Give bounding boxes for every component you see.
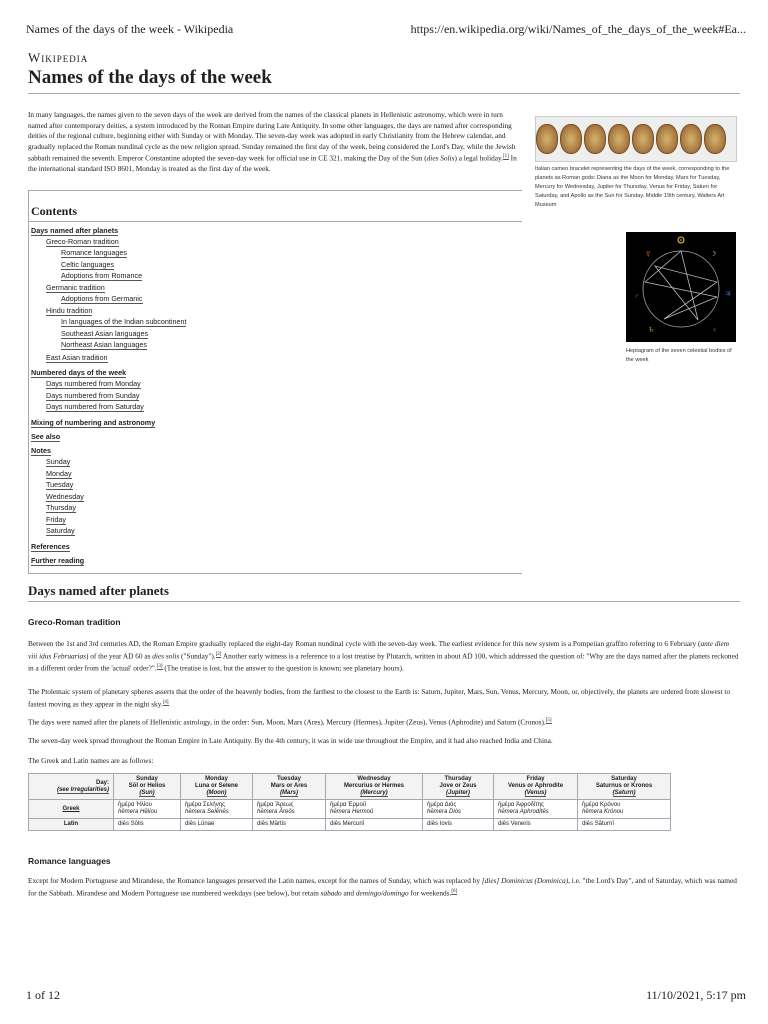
wikipedia-wordmark[interactable]: Wikipedia	[28, 50, 89, 65]
toc-item-label: In languages of the Indian subcontinent	[61, 317, 187, 326]
toc-item-label: Monday	[46, 469, 72, 478]
toc-item[interactable]	[46, 503, 76, 512]
toc-item[interactable]	[61, 317, 186, 326]
greco-roman-paragraph-2: The Ptolemaic system of planetary spheres asserts that the order of the heavenly bodies, from the farthest to the closest to the Earth is: Saturn, Jupiter, Mars, Sun, Venus, Mercury, Moon, or, objectively, the planets are ordered from slowest to fastest moving as they appear in the night sky.[4]	[28, 687, 731, 709]
svg-text:☽: ☽	[710, 250, 717, 258]
toc-item[interactable]	[31, 368, 126, 377]
heptagram-image[interactable]	[626, 232, 736, 342]
table-cell-greek: ἡμέρα Ἄρεως hēmera Áreōs	[253, 800, 326, 819]
bracelet-image[interactable]	[535, 116, 737, 162]
table-cell-greek: ἡμέρα Κρόνου hēmera Krónou	[578, 800, 671, 819]
toc-item[interactable]	[31, 542, 70, 551]
subsection-greco-roman: Greco-Roman tradition	[28, 617, 121, 627]
subsection-romance: Romance languages	[28, 856, 111, 866]
table-header-day-col: Tuesday Mars or Ares (Mars)	[253, 774, 326, 800]
section-heading-planets: Days named after planets	[28, 583, 169, 598]
toc-item-label: Days numbered from Monday	[46, 379, 141, 388]
toc-item[interactable]	[46, 515, 66, 524]
greco-roman-paragraph-4: The seven-day week spread throughout the Roman Empire in Late Antiquity. By the 4th century, it was in wide use throughout the Empire, and it had also reached India and China.	[28, 736, 553, 745]
svg-text:♃: ♃	[725, 290, 732, 298]
toc-item-label: Friday	[46, 515, 66, 524]
figure-heptagram-caption: Heptagram of the seven celestial bodies of the week	[626, 348, 732, 363]
table-label-greek: Greek	[29, 800, 114, 819]
toc-item[interactable]	[61, 340, 147, 349]
print-timestamp: 11/10/2021, 5:17 pm	[646, 988, 746, 1002]
table-cell-latin: diēs Mārtis	[253, 819, 326, 831]
title-divider	[28, 93, 740, 94]
page-count: 1 of 12	[26, 988, 60, 1002]
toc-item[interactable]	[61, 248, 127, 257]
greek-latin-table	[28, 773, 671, 831]
toc-item[interactable]	[46, 457, 70, 466]
figure-bracelet-caption: Italian cameo bracelet representing the days of the week, corresponding to the planets as Roman gods: Diana as the Moon for Monday, Mars for Tuesday, Mercury for Wednesday, Jupiter for Thursday, Venus for Friday, Saturn for Saturday, and Apollo as the Sun for Sunday. Middle 19th century, Walters Art Museum	[535, 166, 730, 208]
toc-item-label: Notes	[31, 446, 51, 455]
table-cell-latin: diēs Sāturnī	[578, 819, 671, 831]
table-header-day-col: Wednesday Mercurius or Hermes (Mercury)	[326, 774, 423, 800]
table-cell-greek: ἡμέρα Ἑρμοῦ hēmera Hermoû	[326, 800, 423, 819]
toc-item-label: Adoptions from Germanic	[61, 294, 143, 303]
toc-item[interactable]	[31, 418, 155, 427]
intro-paragraph: In many languages, the names given to the seven days of the week are derived from the names of the classical planets in Hellenistic astronomy, which were in turn named after contemporary deities, a system introduced by the Roman Empire during Late Antiquity. In some other languages, the days are named after corresponding deities of the regional culture, beginning either with Sunday or with Monday. The seven-day week was adopted in early Christianity from the Hebrew calendar, and gradually replaced the Roman nundinal cycle as the new religion spread. Sunday remained the first day of the week, being considered the Lord's Day, while the Jewish sabbath remained the seventh. Emperor Constantine adopted the seven-day week for official use in CE 321, making the Day of the Sun (dies Solis) a legal holiday.[1] In the international standard ISO 8601, Monday is treated as the first day of the week.	[28, 110, 517, 174]
toc-item[interactable]	[61, 271, 142, 280]
table-cell-latin: diēs Veneris	[494, 819, 578, 831]
svg-text:♀: ♀	[712, 326, 718, 334]
svg-text:☿: ☿	[646, 250, 651, 258]
toc-item[interactable]	[61, 329, 148, 338]
table-header-day-col: Thursday Jove or Zeus (Jupiter)	[423, 774, 494, 800]
table-cell-latin: diēs Iovis	[423, 819, 494, 831]
romance-paragraph: Except for Modern Portuguese and Mirandese, the Romance languages preserved the Latin names, except for the names of Sunday, which was replaced by [dies] Dominicus (Dominica), i.e. "the Lord's Day", and of Saturday, which was named for the Sabbath. Mirandese and Modern Portuguese use numbered weekdays (see below), but retain sábado and demingo/domingo for weekends.[6]	[28, 876, 737, 898]
table-cell-greek: ἡμέρα Ἡλίου hēmera Hēlíou	[114, 800, 181, 819]
table-cell-greek: ἡμέρα Διός hēmera Diós	[423, 800, 494, 819]
print-header	[26, 22, 746, 38]
page-url[interactable]: https://en.wikipedia.org/wiki/Names_of_the_days_of_the_week#Ea...	[410, 22, 746, 36]
table-label-latin: Latin	[29, 819, 114, 831]
toc-item[interactable]	[46, 283, 105, 292]
section-divider	[28, 601, 740, 602]
toc-item[interactable]	[31, 446, 51, 455]
table-cell-latin: diēs Mercuriī	[326, 819, 423, 831]
table-header-day-col: Friday Venus or Aphrodite (Venus)	[494, 774, 578, 800]
toc-item-label: Days numbered from Saturday	[46, 402, 144, 411]
table-header-day-col: Monday Luna or Selene (Moon)	[181, 774, 253, 800]
toc-item-label: Germanic tradition	[46, 283, 105, 292]
toc-item[interactable]	[46, 402, 144, 411]
toc-item-label: Hindu tradition	[46, 306, 93, 315]
toc-item[interactable]	[46, 306, 92, 315]
toc-item-label: Wednesday	[46, 492, 84, 501]
page-title: Names of the days of the week - Wikipedia	[26, 22, 234, 36]
toc-item-label: Days numbered from Sunday	[46, 391, 140, 400]
figure-bracelet	[535, 116, 740, 210]
toc-item[interactable]	[46, 469, 72, 478]
table-cell-greek: ἡμέρα Ἀφροδίτης hēmera Aphrodítēs	[494, 800, 578, 819]
toc-item[interactable]	[61, 294, 143, 303]
toc-item-label: Further reading	[31, 556, 85, 565]
toc-item-label: Saturday	[46, 526, 75, 535]
toc-item[interactable]	[46, 353, 108, 362]
table-cell-latin: diēs Lūnae	[181, 819, 253, 831]
toc-item[interactable]	[46, 480, 73, 489]
toc-item-label: Mixing of numbering and astronomy	[31, 418, 156, 427]
toc-item[interactable]	[46, 526, 75, 535]
toc-item-label: Tuesday	[46, 480, 74, 489]
table-of-contents	[28, 190, 522, 574]
table-cell-latin: diēs Sōlis	[114, 819, 181, 831]
greco-roman-paragraph-1: Between the 1st and 3rd centuries AD, the Roman Empire gradually replaced the eight-day Roman nundinal cycle with the seven-day week. The earliest evidence for this new system is a Pompeiian graffito referring to 6 February (ante diem viii idus Februarias) of the year AD 60 as dies solis ("Sunday").[2] Another early witness is a reference to a lost treatise by Plutarch, written in about AD 100, which addressed the question of: "Why are the days named after the planets reckoned in a different order from the 'actual' order?".[3] (The treatise is lost, but the answer to the question is known; see planetary hours).	[28, 639, 739, 673]
table-cell-greek: ἡμέρα Σελήνης hēmera Selḗnēs	[181, 800, 253, 819]
toc-item[interactable]	[31, 432, 60, 441]
toc-item-label: Sunday	[46, 457, 71, 466]
toc-item-label: References	[31, 542, 70, 551]
toc-item-label: East Asian tradition	[46, 353, 108, 362]
table-header-row	[29, 774, 671, 800]
greco-roman-paragraph-3: The days were named after the planets of Hellenistic astrology, in the order: Sun, Moon, Mars (Ares), Mercury (Hermes), Jupiter (Zeus), Venus (Aphrodite) and Saturn (Cronos).[5]	[28, 717, 552, 727]
table-row-latin	[29, 819, 671, 831]
toc-item[interactable]	[46, 492, 84, 501]
table-header-day-col: Saturday Saturnus or Kronos (Saturn)	[578, 774, 671, 800]
toc-item-label: Greco-Roman tradition	[46, 237, 119, 246]
toc-item[interactable]	[46, 391, 139, 400]
toc-item-label: Adoptions from Romance	[61, 271, 143, 280]
toc-item-label: Thursday	[46, 503, 76, 512]
toc-item[interactable]	[46, 379, 141, 388]
table-header-day-col: Sunday Sōl or Helios (Sun)	[114, 774, 181, 800]
toc-item[interactable]	[31, 226, 118, 235]
toc-item-label: Northeast Asian languages	[61, 340, 147, 349]
toc-title: Contents	[31, 204, 78, 218]
toc-item[interactable]	[31, 556, 84, 565]
toc-item-label: Numbered days of the week	[31, 368, 127, 377]
table-row-greek	[29, 800, 671, 819]
svg-text:♂: ♂	[634, 292, 640, 300]
toc-item[interactable]	[46, 237, 119, 246]
svg-text:♄: ♄	[648, 326, 655, 334]
toc-item-label: Days named after planets	[31, 226, 119, 235]
toc-item[interactable]	[61, 260, 114, 269]
table-header-day: Day: (see Irregularities)	[29, 774, 114, 800]
toc-item-label: Romance languages	[61, 248, 127, 257]
greco-roman-paragraph-5: The Greek and Latin names are as follows:	[28, 756, 154, 765]
toc-item-label: See also	[31, 432, 61, 441]
toc-item-label: Celtic languages	[61, 260, 115, 269]
article-title: Names of the days of the week	[28, 67, 272, 88]
toc-item-label: Southeast Asian languages	[61, 329, 149, 338]
